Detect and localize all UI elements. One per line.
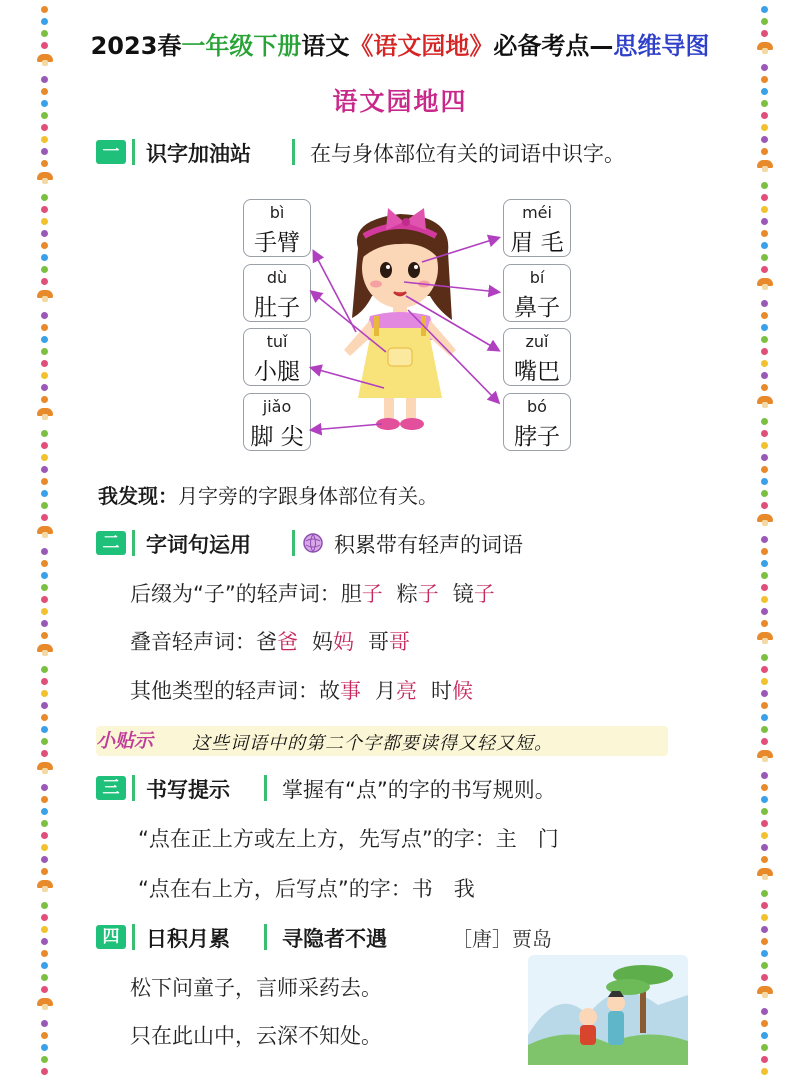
dot-decoration [761,702,768,709]
dot-decoration [41,820,48,827]
dot-decoration [761,654,768,661]
dot-decoration [761,890,768,897]
section1-badge: 一 [96,140,126,164]
section4-badge: 四 [96,925,126,949]
dot-decoration [41,194,48,201]
dot-decoration [41,384,48,391]
writing-rule-2: “点在右上方，后写点”的字：书 我 [138,877,475,901]
section3-bar2 [264,775,267,801]
section2-bar [132,530,135,556]
dot-decoration [41,1032,48,1039]
dot-decoration [41,430,48,437]
card-pinyin: zuǐ [525,332,549,351]
dot-decoration [761,832,768,839]
dot-decoration [41,714,48,721]
poem-author: ［唐］贾岛 [452,927,552,951]
dot-decoration [761,820,768,827]
poem-title: 寻隐者不遇 [282,927,387,951]
word: 月亮 [375,679,417,703]
dot-decoration [41,136,48,143]
dot-decoration [761,6,768,13]
dot-decoration [41,278,48,285]
dot-decoration [761,1020,768,1027]
dot-decoration [41,148,48,155]
dot-decoration [761,1044,768,1051]
dot-decoration [41,726,48,733]
dot-decoration [41,372,48,379]
dot-decoration [761,348,768,355]
finding-text: 月字旁的字跟身体部位有关。 [178,484,438,508]
card-word: 鼻子 [514,295,560,321]
dot-decoration [761,430,768,437]
dot-decoration [41,396,48,403]
dot-decoration [761,218,768,225]
dot-decoration [41,572,48,579]
dot-decoration [761,1056,768,1063]
title-year: 2023春 [90,32,182,60]
section2-heading: 字词句运用 [146,533,251,557]
poem-illustration [528,955,688,1065]
dot-decoration [761,536,768,543]
dot-decoration [761,784,768,791]
mushroom-decoration [757,396,773,408]
card-mei [503,199,571,257]
dot-decoration [761,608,768,615]
dot-decoration [41,868,48,875]
left-dot-border [38,0,52,1082]
dot-decoration [41,832,48,839]
word: 时候 [431,679,473,703]
section3-desc: 掌握有“点”的字的书写规则。 [282,778,556,802]
word: 粽子 [396,582,439,606]
dot-decoration [41,548,48,555]
dot-decoration [41,124,48,131]
section1-bar [132,139,135,165]
page-title [0,26,800,61]
dot-decoration [761,856,768,863]
dot-decoration [761,336,768,343]
section1-bar2 [292,139,295,165]
dot-decoration [761,372,768,379]
title-book: 《语文园地》 [349,32,494,60]
dot-decoration [41,324,48,331]
dot-decoration [41,218,48,225]
dot-decoration [41,1068,48,1075]
word: 镜子 [452,582,495,606]
dot-decoration [41,986,48,993]
dot-decoration [41,360,48,367]
dot-decoration [41,336,48,343]
word: 妈妈 [312,630,354,654]
dot-decoration [41,856,48,863]
card-word: 手臂 [254,230,300,256]
tip-label: 小贴示 [96,730,154,752]
dot-decoration [761,64,768,71]
dot-decoration [761,1068,768,1075]
dot-decoration [41,666,48,673]
dot-decoration [41,678,48,685]
dot-decoration [41,690,48,697]
dot-decoration [41,938,48,945]
dot-decoration [761,300,768,307]
dot-decoration [41,974,48,981]
card-word: 肚子 [254,295,300,321]
poem-line-1: 松下问童子，言师采药去。 [130,976,382,1000]
title-mindmap: 思维导图 [613,32,710,60]
dot-decoration [761,560,768,567]
card-pinyin: jiǎo [262,397,292,416]
dot-decoration [41,796,48,803]
dot-decoration [761,324,768,331]
dot-decoration [761,254,768,261]
dot-decoration [761,738,768,745]
mushroom-decoration [757,632,773,644]
dot-decoration [41,914,48,921]
dot-decoration [761,714,768,721]
dot-decoration [761,548,768,555]
mushroom-decoration [757,160,773,172]
line-label: 其他类型的轻声词： [130,679,319,703]
qingsheng-line-1 [130,578,509,608]
dot-decoration [761,678,768,685]
dot-decoration [41,596,48,603]
title-subject: 语文 [301,32,350,60]
mushroom-decoration [37,408,53,420]
dot-decoration [41,454,48,461]
mushroom-decoration [37,172,53,184]
card-word: 小腿 [254,359,300,385]
dot-decoration [761,690,768,697]
dot-decoration [761,950,768,957]
dot-decoration [761,596,768,603]
mushroom-decoration [757,278,773,290]
dot-decoration [761,242,768,249]
dot-decoration [761,502,768,509]
card-pinyin: tuǐ [266,332,288,351]
dot-decoration [761,1032,768,1039]
right-dot-border [758,0,772,1082]
card-pinyin: bó [527,397,547,416]
mushroom-decoration [37,998,53,1010]
dot-decoration [41,620,48,627]
card-pinyin: bí [529,268,545,287]
section2-badge: 二 [96,531,126,555]
unit-title: 语文园地四 [332,87,468,116]
dot-decoration [41,844,48,851]
dot-decoration [761,584,768,591]
writing-rule-1: “点在正上方或左上方，先写点”的字：主 门 [138,827,559,851]
dot-decoration [41,348,48,355]
title-grade: 一年级下册 [181,32,302,60]
dot-decoration [761,962,768,969]
dot-decoration [41,702,48,709]
dot-decoration [41,266,48,273]
mushroom-decoration [757,986,773,998]
section2-desc: 积累带有轻声的词语 [334,533,523,557]
dot-decoration [761,384,768,391]
section1-heading: 识字加油站 [146,142,251,166]
dot-decoration [761,772,768,779]
section4-bar2 [264,924,267,950]
dot-decoration [761,442,768,449]
dot-decoration [41,808,48,815]
card-word: 眉 毛 [510,230,564,256]
dot-decoration [761,726,768,733]
qingsheng-line-2 [130,626,424,656]
mushroom-decoration [37,762,53,774]
dot-decoration [41,490,48,497]
dot-decoration [41,584,48,591]
dot-decoration [761,572,768,579]
section3-heading: 书写提示 [146,778,230,802]
word: 哥哥 [368,630,410,654]
dot-decoration [761,148,768,155]
dot-decoration [761,182,768,189]
dot-decoration [761,974,768,981]
dot-decoration [761,666,768,673]
mushroom-decoration [37,880,53,892]
poem-line-2: 只在此山中，云深不知处。 [130,1024,382,1048]
dot-decoration [41,738,48,745]
dot-decoration [761,478,768,485]
dot-decoration [41,926,48,933]
section3-badge: 三 [96,776,126,800]
dot-decoration [761,266,768,273]
tip-text: 这些词语中的第二个字都要读得又轻又短。 [192,733,553,754]
dot-decoration [41,962,48,969]
word: 爸爸 [256,630,298,654]
qingsheng-line-3 [130,675,487,705]
dot-decoration [761,194,768,201]
line-label: 叠音轻声词： [130,630,256,654]
section4-bar [132,924,135,950]
title-key: 必备考点— [493,32,614,60]
card-pinyin: dù [266,268,288,287]
section3-bar [132,775,135,801]
mushroom-decoration [757,514,773,526]
dot-decoration [761,360,768,367]
dot-decoration [761,914,768,921]
dot-decoration [761,466,768,473]
dot-decoration [41,312,48,319]
dot-decoration [761,844,768,851]
dot-decoration [761,926,768,933]
dot-decoration [41,242,48,249]
dot-decoration [41,1044,48,1051]
dot-decoration [761,938,768,945]
dot-decoration [41,160,48,167]
dot-decoration [41,502,48,509]
mushroom-decoration [37,644,53,656]
card-pinyin: bì [269,203,285,222]
dot-decoration [761,1008,768,1015]
section4-heading: 日积月累 [146,927,230,951]
card-bo [503,393,571,451]
dot-decoration [41,1020,48,1027]
dot-decoration [761,902,768,909]
dot-decoration [41,6,48,13]
dot-decoration [761,454,768,461]
dot-decoration [41,750,48,757]
dot-decoration [41,632,48,639]
dot-decoration [761,808,768,815]
dot-decoration [41,950,48,957]
dot-decoration [41,254,48,261]
card-zui [503,328,571,386]
dot-decoration [761,230,768,237]
finding [98,480,438,509]
dot-decoration [761,206,768,213]
dot-decoration [41,230,48,237]
word: 故事 [319,679,361,703]
dot-decoration [761,418,768,425]
globe-icon [302,532,324,554]
girl-illustration [300,200,510,440]
mushroom-decoration [37,290,53,302]
card-bi2 [503,264,571,322]
mushroom-decoration [37,526,53,538]
mushroom-decoration [757,868,773,880]
dot-decoration [41,466,48,473]
dot-decoration [41,784,48,791]
dot-decoration [41,206,48,213]
dot-decoration [41,478,48,485]
dot-decoration [761,796,768,803]
dot-decoration [41,18,48,25]
card-word: 脖子 [514,424,560,450]
dot-decoration [761,620,768,627]
dot-decoration [761,136,768,143]
section1-desc: 在与身体部位有关的词语中识字。 [310,142,625,166]
mushroom-decoration [757,750,773,762]
dot-decoration [761,490,768,497]
dot-decoration [761,18,768,25]
line-label: 后缀为“子”的轻声词： [130,582,341,606]
dot-decoration [761,124,768,131]
card-pinyin: méi [522,203,552,222]
dot-decoration [41,608,48,615]
card-word: 脚 尖 [250,424,304,450]
card-word: 嘴巴 [514,359,560,385]
dot-decoration [41,560,48,567]
dot-decoration [41,1056,48,1063]
dot-decoration [41,514,48,521]
dot-decoration [41,902,48,909]
word: 胆子 [340,582,383,606]
dot-decoration [41,442,48,449]
dot-decoration [761,312,768,319]
finding-label: 我发现： [98,484,178,508]
section2-bar2 [292,530,295,556]
